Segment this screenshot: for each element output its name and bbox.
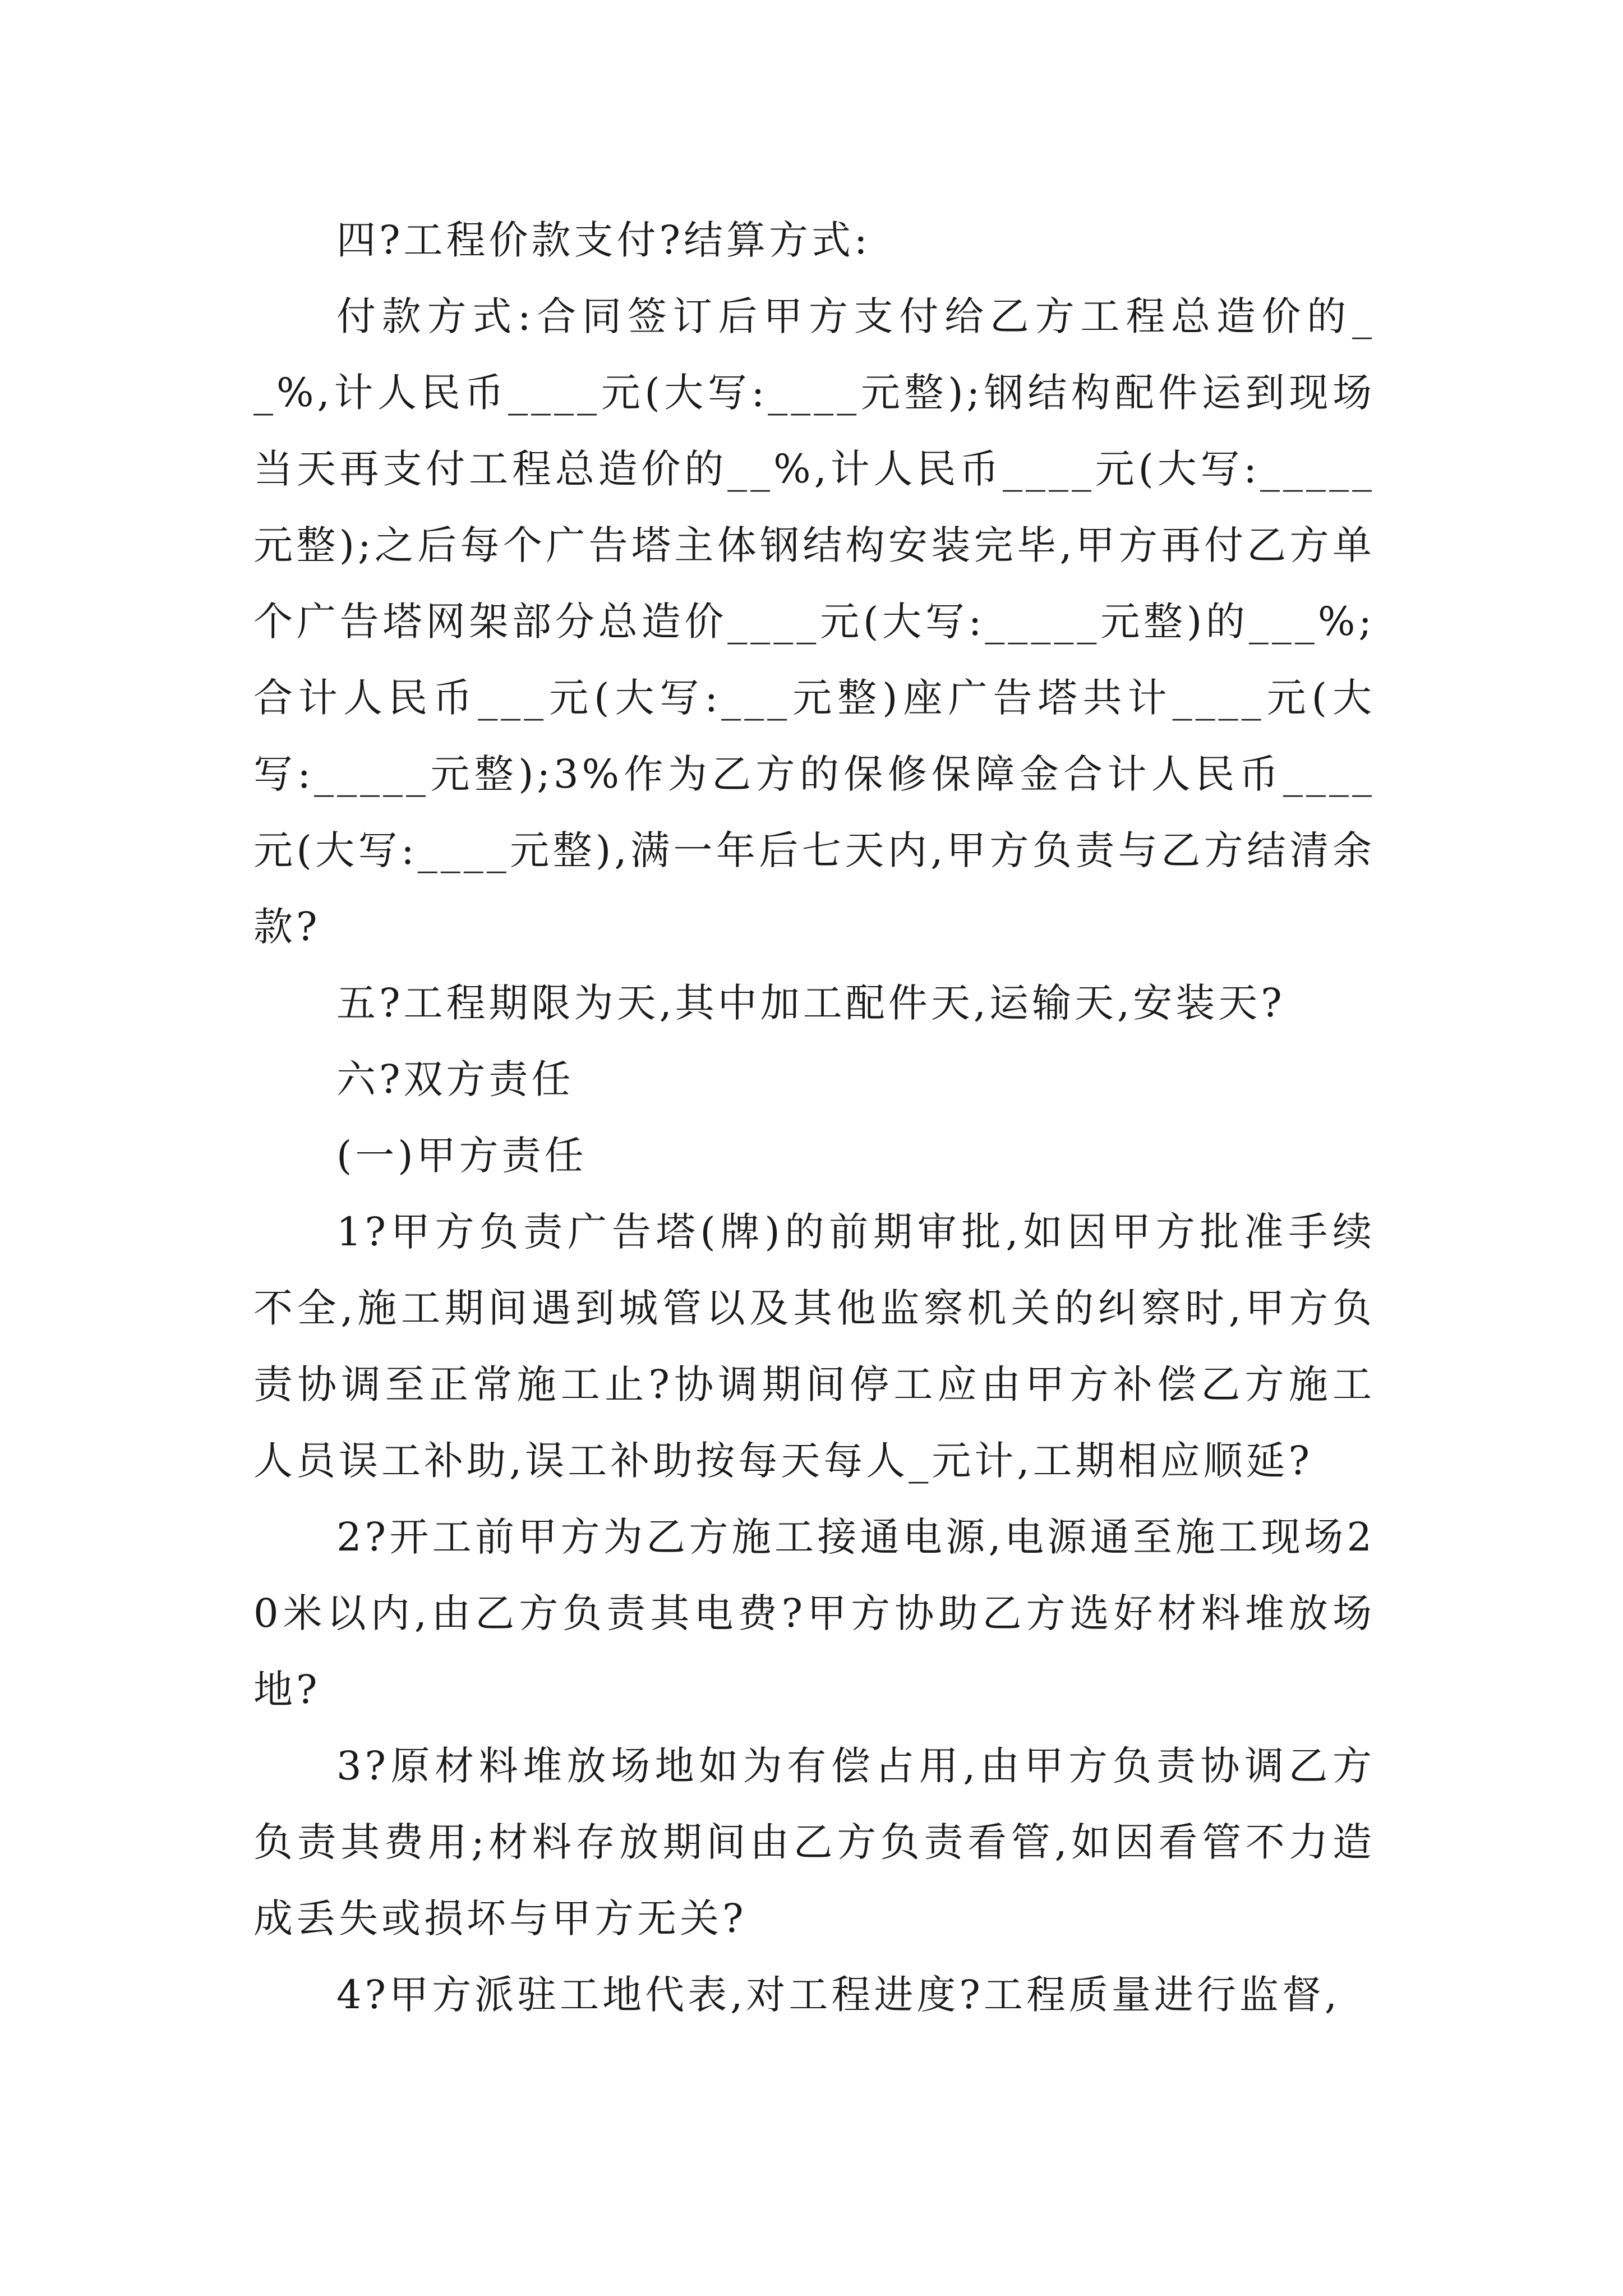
section-heading-responsibilities: 六?双方责任	[336, 1056, 574, 1102]
section-heading-payment: 四?工程价款支付?结算方式:	[336, 217, 871, 263]
clause-4: 4?甲方派驻工地代表,对工程进度?工程质量进行监督,	[336, 1972, 1341, 2018]
document-body	[253, 202, 1375, 2033]
section-heading-schedule: 五?工程期限为天,其中加工配件天,运输天,安装天?	[336, 980, 1285, 1026]
clause-2: 2?开工前甲方为乙方施工接通电源,电源通至施工现场20米以内,由乙方负责其电费?甲方协助乙方选好材料堆放场地?	[253, 1514, 1375, 1713]
clause-1: 1?甲方负责广告塔(牌)的前期审批,如因甲方批准手续不全,施工期间遇到城管以及其他监察机关的纠察时,甲方负责协调至正常施工止?协调期间停工应由甲方补偿乙方施工人员误工补助,误工补助按每天每人_元计,工期相应顺延?	[253, 1209, 1375, 1484]
clause-3: 3?原材料堆放场地如为有偿占用,由甲方负责协调乙方负责其费用;材料存放期间由乙方负责看管,如因看管不力造成丢失或损坏与甲方无关?	[253, 1743, 1375, 1941]
paragraph-payment-terms: 付款方式:合同签订后甲方支付给乙方工程总造价的__%,计人民币____元(大写:____元整);钢结构配件运到现场当天再支付工程总造价的__%,计人民币____元(大写:_____元整);之后每个广告塔主体钢结构安装完毕,甲方再付乙方单个广告塔网架部分总造价____元(大写:_____元整)的___%;合计人民币___元(大写:___元整)座广告塔共计____元(大写:_____元整);3%作为乙方的保修保障金合计人民币____元(大写:____元整),满一年后七天内,甲方负责与乙方结清余款?	[253, 293, 1375, 950]
subsection-heading-party-a: (一)甲方责任	[336, 1133, 587, 1179]
